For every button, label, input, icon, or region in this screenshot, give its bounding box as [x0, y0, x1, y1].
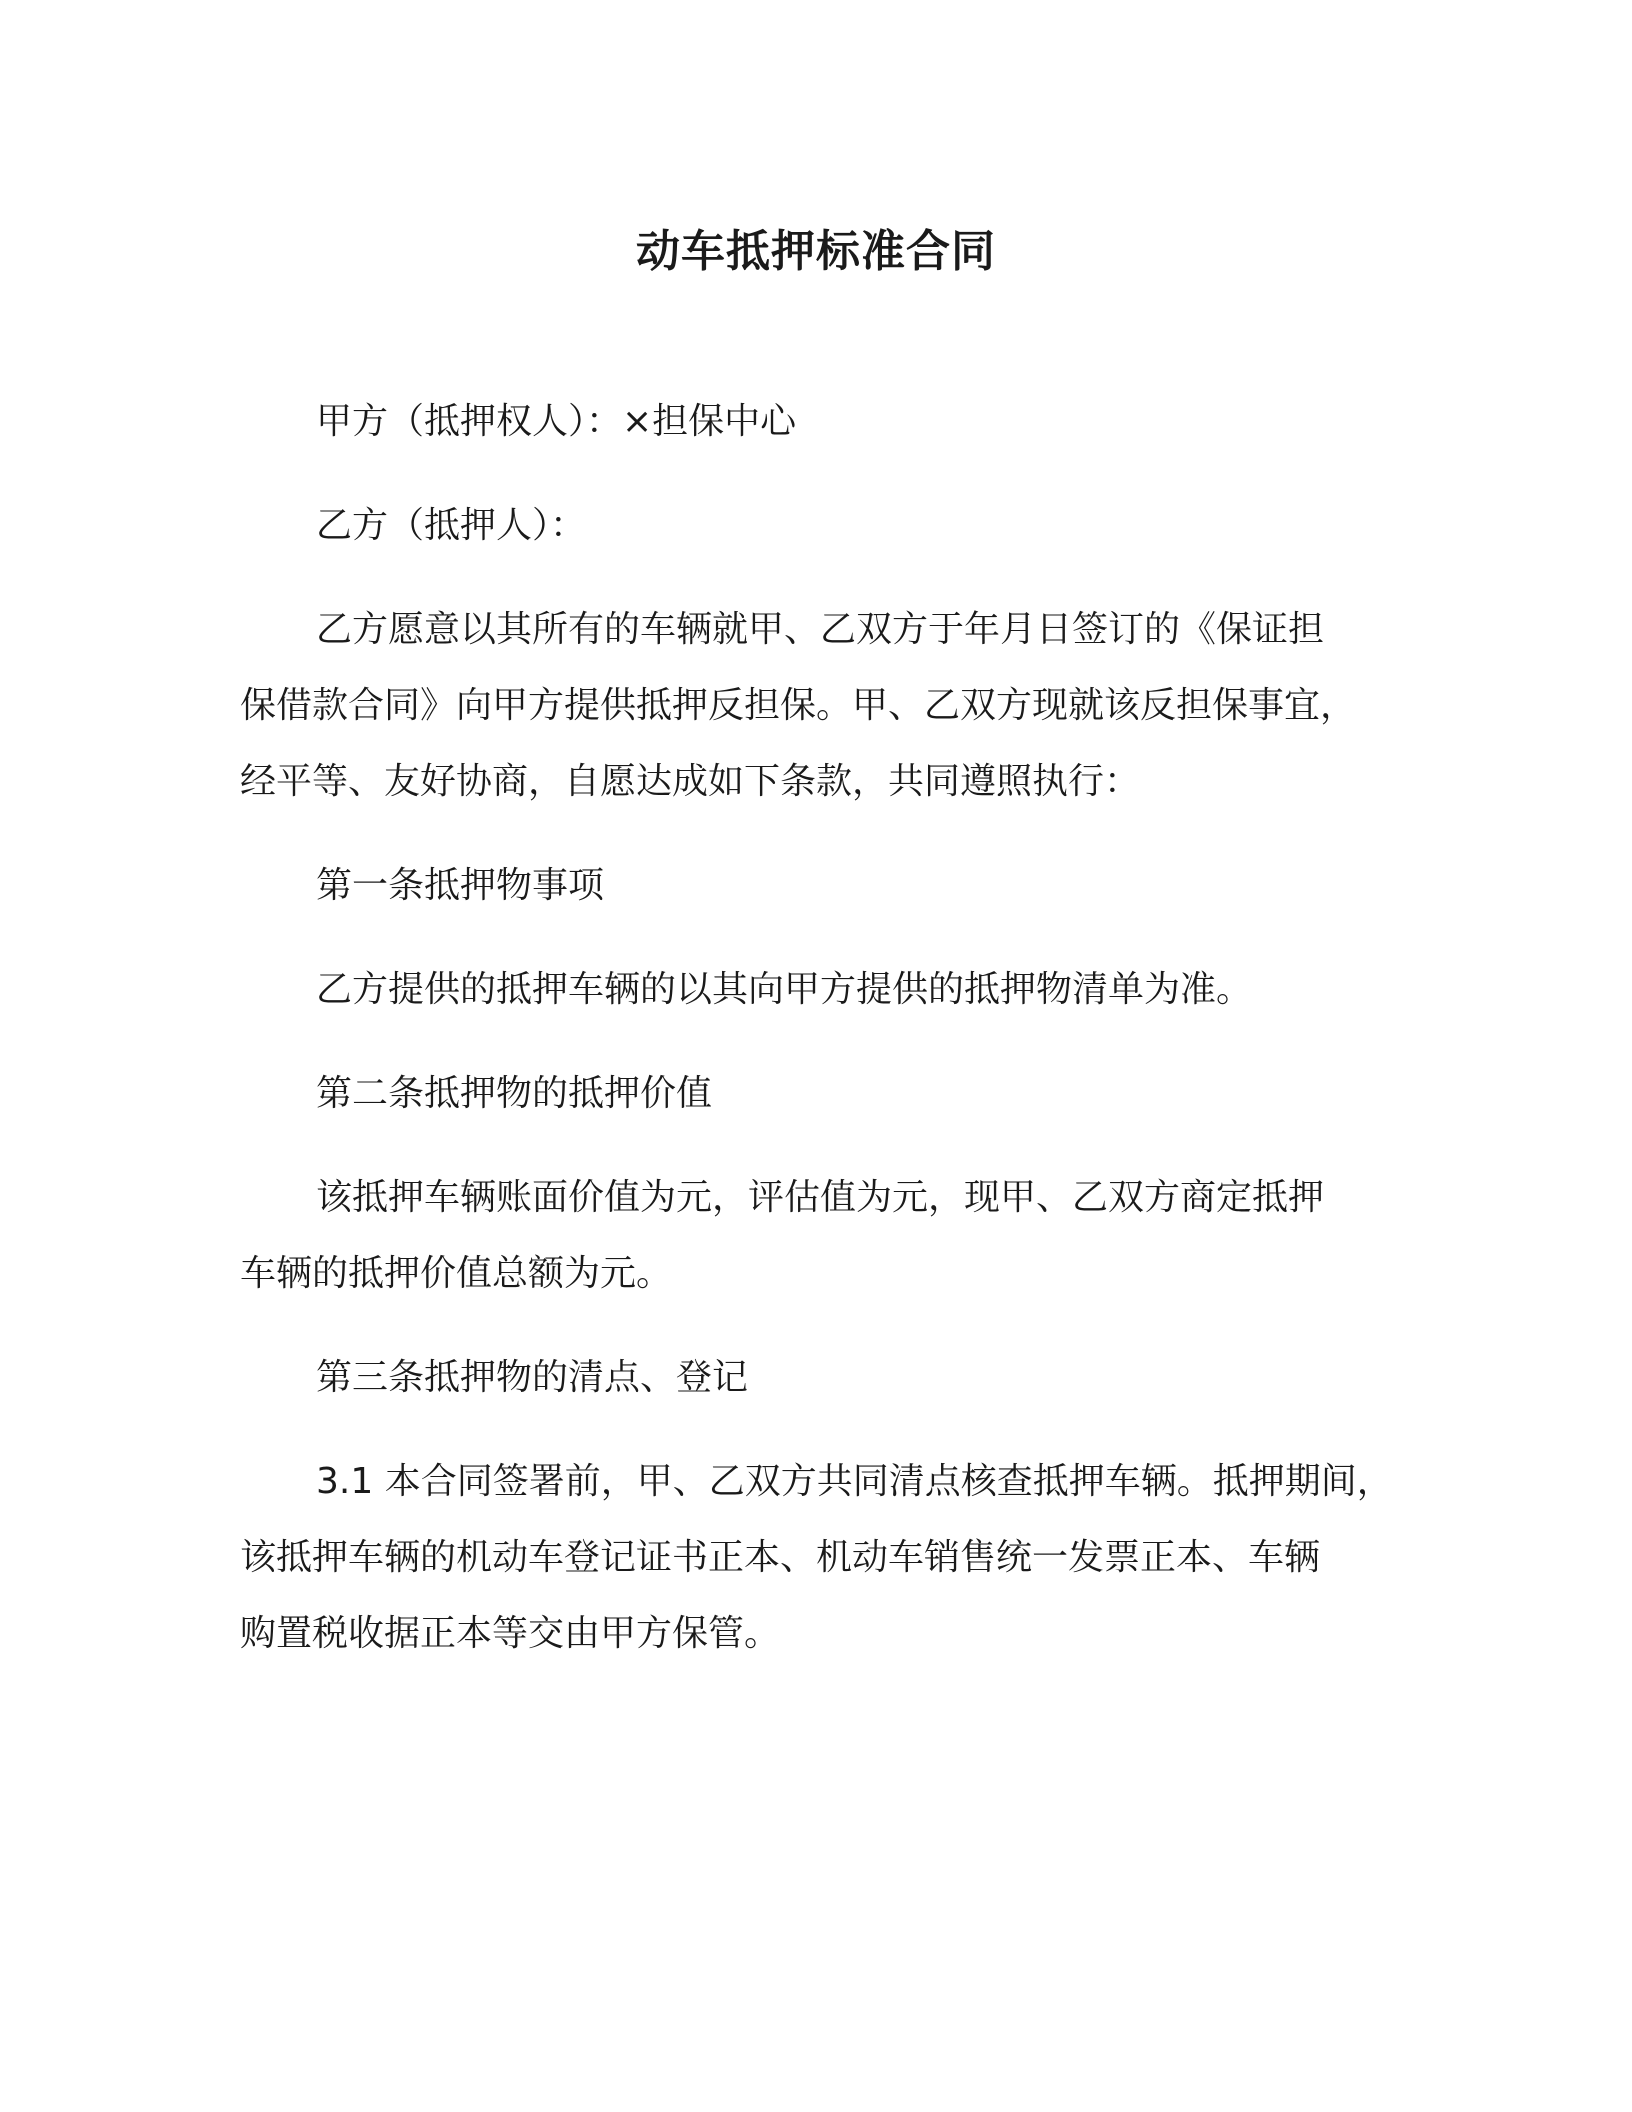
party-a-line: 甲方（抵押权人）：×担保中心	[316, 401, 797, 442]
article-3-line-2: 该抵押车辆的机动车登记证书正本、机动车销售统一发票正本、车辆	[240, 1537, 1321, 1578]
article-3-line-3: 购置税收据正本等交由甲方保管。	[240, 1613, 781, 1654]
preamble-line-1: 乙方愿意以其所有的车辆就甲、乙双方于年月日签订的《保证担	[316, 609, 1325, 650]
article-3-heading: 第三条抵押物的清点、登记	[316, 1357, 749, 1398]
preamble-line-3: 经平等、友好协商，自愿达成如下条款，共同遵照执行：	[240, 761, 1141, 802]
article-2-line-2: 车辆的抵押价值总额为元。	[240, 1253, 673, 1294]
article-2-line-1: 该抵押车辆账面价值为元，评估值为元，现甲、乙双方商定抵押	[316, 1177, 1325, 1218]
article-1-heading: 第一条抵押物事项	[316, 865, 605, 906]
article-2-heading: 第二条抵押物的抵押价值	[316, 1073, 713, 1114]
article-3-line-1: 3.1 本合同签署前，甲、乙双方共同清点核查抵押车辆。抵押期间，	[316, 1461, 1393, 1502]
document-title: 动车抵押标准合同	[636, 226, 996, 277]
party-b-line: 乙方（抵押人）：	[316, 505, 587, 546]
preamble-line-2: 保借款合同》向甲方提供抵押反担保。甲、乙双方现就该反担保事宜，	[240, 685, 1357, 726]
article-1-line-1: 乙方提供的抵押车辆的以其向甲方提供的抵押物清单为准。	[316, 969, 1253, 1010]
